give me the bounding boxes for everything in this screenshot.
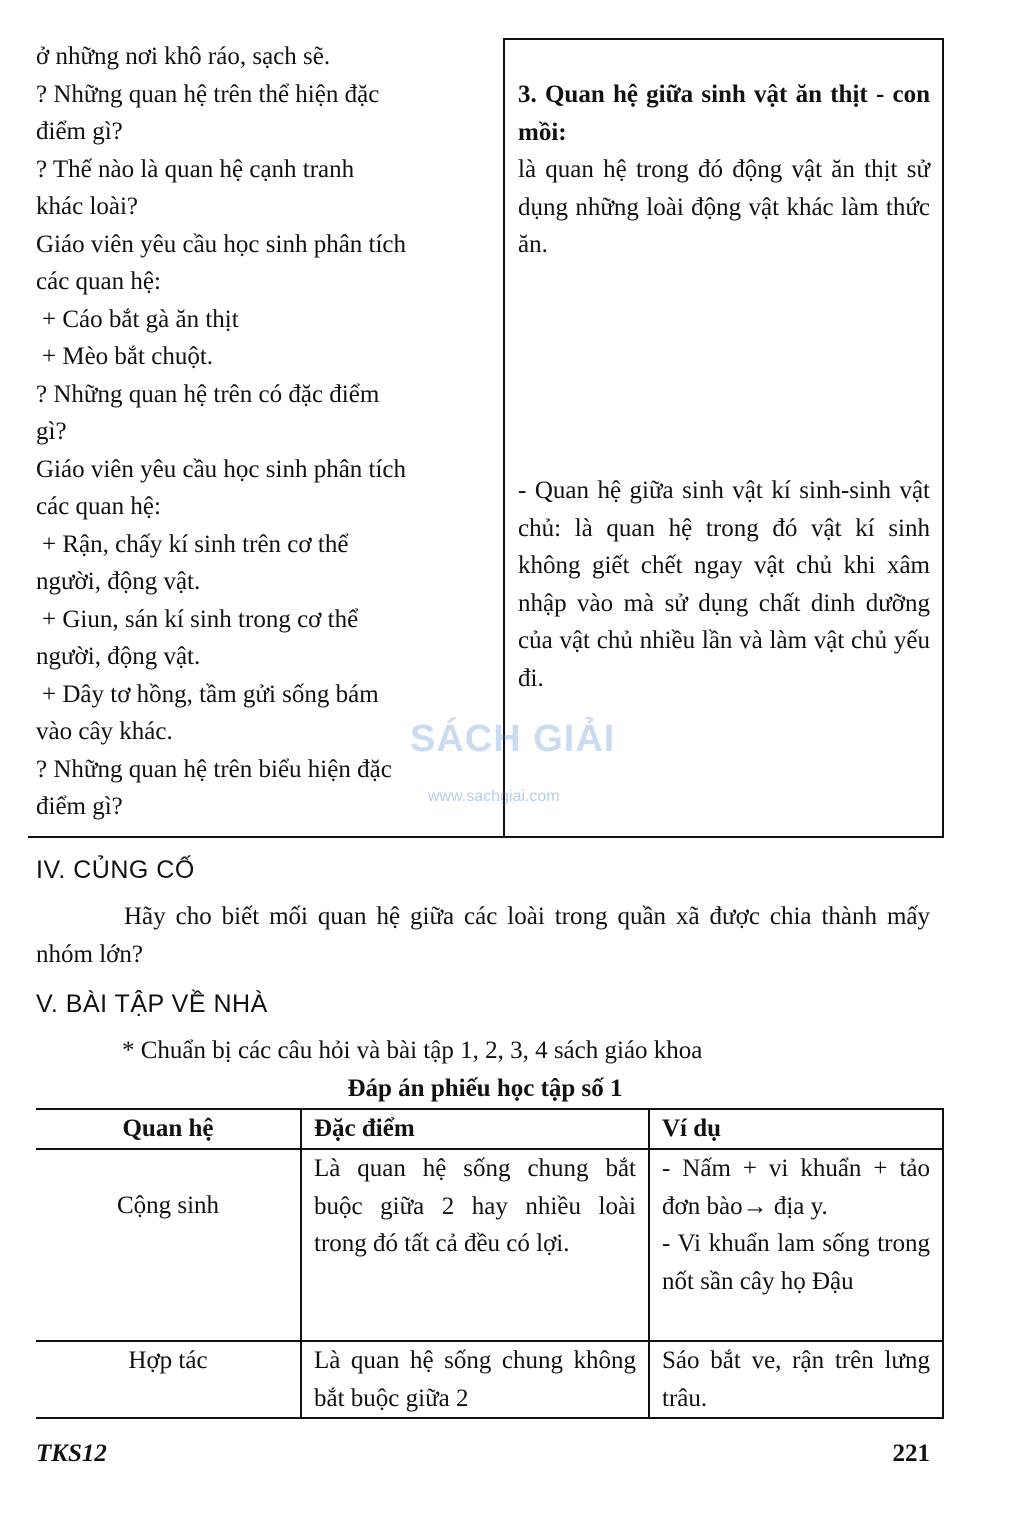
teacher-activity-column [36, 38, 492, 826]
relation-cell: Hợp tác [36, 1341, 301, 1418]
example-line: - Vi khuẩn lam sống trong nốt sần cây họ Đậu [662, 1230, 930, 1295]
book-code: TKS12 [36, 1440, 107, 1467]
left-line: điểm gì? [36, 118, 123, 145]
left-line: ? Thế nào là quan hệ cạnh tranh [36, 155, 355, 183]
feature-cell: Là quan hệ sống chung bắt buộc giữa 2 hay nhiều loài trong đó tất cả đều có lợi. [301, 1149, 649, 1341]
table-top-border [503, 38, 944, 40]
column-divider [503, 38, 505, 838]
left-line: người, động vật. [36, 568, 201, 595]
left-line: + Rận, chấy kí sinh trên cơ thể [42, 530, 349, 558]
left-line: + Mèo bắt chuột. [42, 343, 214, 370]
example-cell [649, 1149, 943, 1341]
relation-name: Cộng sinh [116, 1192, 220, 1219]
relation-cell [36, 1149, 301, 1341]
left-line: + Cáo bắt gà ăn thịt [42, 305, 239, 333]
example-cell: Sáo bắt ve, rận trên lưng trâu. [649, 1341, 943, 1418]
answer-table-caption: Đáp án phiếu học tập số 1 [347, 1075, 623, 1102]
left-line: các quan hệ: [36, 268, 161, 295]
table-right-border [942, 38, 944, 838]
block-title: 3. Quan hệ giữa sinh vật ăn thịt - con mồi: [518, 81, 930, 146]
left-line: điểm gì? [36, 793, 123, 820]
block-text: - Quan hệ giữa sinh vật kí sinh-sinh vật chủ: là quan hệ trong đó vật kí sinh không giết chết ngay vật chủ khi xâm nhập vào mà sử dụng chất dinh dưỡng của vật chủ nhiều lần và làm vật chủ yếu đi. [518, 477, 930, 692]
lesson-table [28, 38, 944, 838]
left-line: ? Những quan hệ trên thể hiện đặc [36, 80, 380, 108]
left-line: ? Những quan hệ trên có đặc điểm [36, 380, 380, 408]
table-row [36, 1149, 943, 1341]
review-question: Hãy cho biết mối quan hệ giữa các loài trong quần xã được chia thành mấy nhóm lớn? [36, 903, 930, 968]
left-line: người, động vật. [36, 643, 201, 670]
left-line: vào cây khác. [36, 718, 173, 745]
content-block-predator-prey [518, 76, 930, 264]
left-line: Giáo viên yêu cầu học sinh phân tích [36, 230, 407, 258]
example-line: - Nấm + vi khuẩn + tảo đơn bào→ địa y. [662, 1155, 930, 1220]
left-line: Giáo viên yêu cầu học sinh phân tích [36, 455, 407, 483]
page-number: 221 [892, 1440, 930, 1467]
watermark-url: www.sachgiai.com [428, 788, 560, 805]
header-relation: Quan hệ [36, 1109, 301, 1149]
left-line: ? Những quan hệ trên biểu hiện đặc [36, 755, 392, 783]
feature-cell: Là quan hệ sống chung không bắt buộc giữa 2 [301, 1341, 649, 1418]
table-bottom-border [28, 836, 944, 838]
left-line: ở những nơi khô ráo, sạch sẽ. [36, 43, 331, 70]
table-row [36, 1341, 943, 1418]
section-heading-review: IV. CỦNG CỐ [36, 856, 195, 884]
watermark-logo: SÁCH GIẢI [410, 718, 616, 760]
section-heading-homework: V. BÀI TẬP VỀ NHÀ [36, 990, 268, 1018]
content-block-parasite-host [518, 472, 930, 697]
answer-table [36, 1108, 944, 1419]
left-line: gì? [36, 418, 67, 445]
left-line: + Giun, sán kí sinh trong cơ thể [42, 605, 359, 633]
homework-note: * Chuẩn bị các câu hỏi và bài tập 1, 2, 3, 4 sách giáo khoa [122, 1037, 703, 1064]
table-header-row [36, 1109, 943, 1149]
block-text: là quan hệ trong đó động vật ăn thịt sử dụng những loài động vật khác làm thức ăn. [518, 156, 930, 258]
left-line: khác loài? [36, 193, 139, 220]
header-example: Ví dụ [649, 1109, 943, 1149]
header-feature: Đặc điểm [301, 1109, 649, 1149]
left-line: các quan hệ: [36, 493, 161, 520]
left-line: + Dây tơ hồng, tầm gửi sống bám [42, 680, 379, 708]
